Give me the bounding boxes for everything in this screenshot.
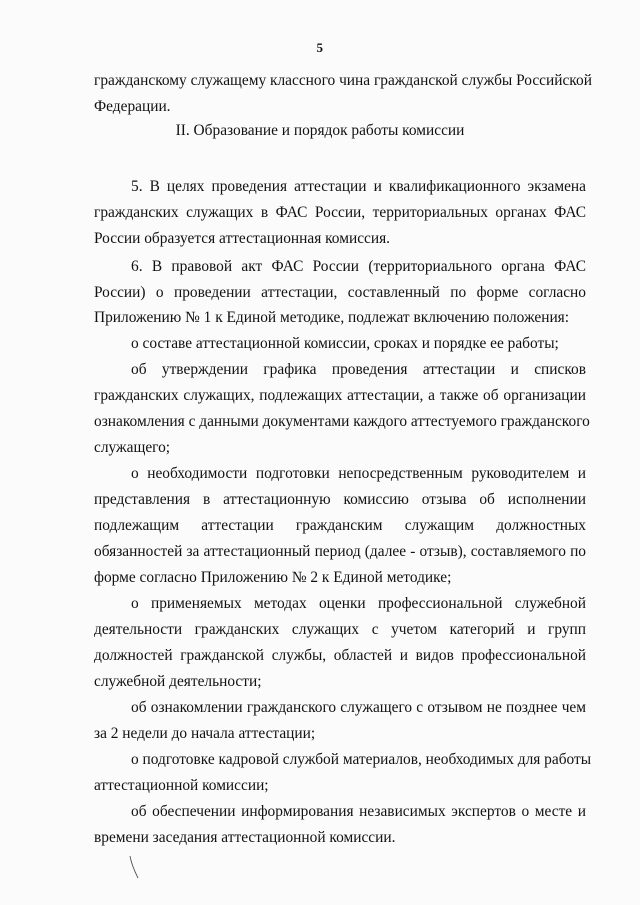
list-item-3-line-3: подлежащим аттестации гражданским служащим должностных [94,517,586,534]
list-item-2-line-4: служащего; [94,439,171,456]
page-number: 5 [316,40,324,55]
list-item-2-line-2: гражданских служащих, подлежащих аттестации, а также об организации [94,387,586,404]
list-item-1-line-1: о составе аттестационной комиссии, сроках и порядке ее работы; [131,335,559,352]
list-item-6-line-2: аттестационной комиссии; [94,777,269,794]
paragraph-5-line-2: гражданских служащих в ФАС России, территориальных органах ФАС [94,204,586,221]
list-item-4-line-1: о применяемых методах оценки профессиональной служебной [131,595,586,612]
paragraph-6-line-3: Приложению № 1 к Единой методике, подлежат включению положения: [94,309,570,326]
paragraph-6-line-1: 6. В правовой акт ФАС России (территориального органа ФАС [131,258,586,275]
list-item-3-line-5: форме согласно Приложению № 2 к Единой методике; [94,569,452,586]
list-item-4-line-3: должностей гражданской службы, областей и видов профессиональной [94,647,586,664]
list-item-7-line-1: об обеспечении информирования независимых экспертов о месте и [131,803,586,820]
section-heading: II. Образование и порядок работы комиссии [175,122,465,139]
continuation-line-1: гражданскому служащему классного чина гражданской службы Российской [94,72,592,89]
list-item-3-line-1: о необходимости подготовки непосредственным руководителем и [131,465,586,482]
scan-mark [128,854,144,880]
list-item-3-line-4: обязанностей за аттестационный период (далее - отзыв), составляемого по [94,543,586,560]
list-item-4-line-2: деятельности гражданских служащих с учетом категорий и групп [94,621,586,638]
list-item-5-line-1: об ознакомлении гражданского служащего с отзывом не позднее чем [131,699,586,716]
list-item-6-line-1: о подготовке кадровой службой материалов, необходимых для работы [131,751,592,768]
paragraph-6-line-2: России) о проведении аттестации, составленный по форме согласно [94,284,586,301]
paragraph-5-line-3: России образуется аттестационная комиссия. [94,230,391,247]
list-item-4-line-4: служебной деятельности; [94,673,262,690]
list-item-3-line-2: представления в аттестационную комиссию отзыва об исполнении [94,491,586,508]
list-item-2-line-1: об утверждении графика проведения аттестации и списков [131,361,586,378]
continuation-line-2: Федерации. [94,98,171,115]
list-item-5-line-2: за 2 недели до начала аттестации; [94,725,316,742]
list-item-7-line-2: времени заседания аттестационной комиссии. [94,829,396,846]
paragraph-5-line-1: 5. В целях проведения аттестации и квалификационного экзамена [131,178,586,195]
list-item-2-line-3: ознакомления с данными документами каждого аттестуемого гражданского [94,413,590,430]
